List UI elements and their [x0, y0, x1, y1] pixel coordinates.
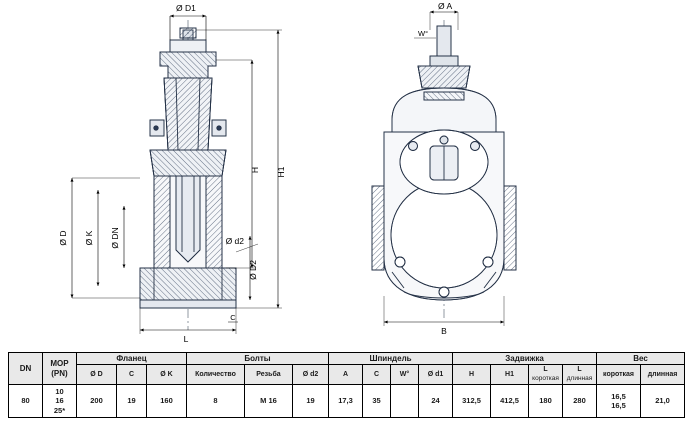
th-valve-l-long — [563, 365, 597, 385]
dim-label-l: L — [183, 334, 189, 344]
th-bolts-count: Количество — [187, 365, 245, 385]
th-mop — [43, 353, 77, 385]
cell-flange-d: 200 — [77, 385, 117, 418]
cell-bolts-thread: M 16 — [245, 385, 293, 418]
th-weight: Вес — [597, 353, 685, 365]
th-dn: DN — [9, 353, 43, 385]
cell-mop-1: 10 — [55, 387, 64, 396]
th-bolts: Болты — [187, 353, 329, 365]
th-spindle-c: C — [363, 365, 391, 385]
th-flange-k: Ø K — [147, 365, 187, 385]
cell-weight-long: 21,0 — [641, 385, 685, 418]
dim-label-d2-small: Ø d2 — [225, 236, 244, 246]
cell-spindle-a: 17,3 — [329, 385, 363, 418]
dim-label-h1: H1 — [276, 166, 286, 178]
cell-mop-3: 25* — [53, 405, 66, 415]
th-spindle-d1: Ø d1 — [419, 365, 453, 385]
dim-label-c: C — [230, 313, 236, 322]
dim-label-h: H — [250, 166, 260, 174]
th-mop-line2: (PN) — [51, 368, 68, 378]
th-valve-l-long-l: L — [577, 366, 582, 374]
th-valve-h: H — [453, 365, 491, 385]
dim-label-d1: Ø D1 — [176, 3, 196, 13]
cell-weight-short-1: 16,5 — [611, 391, 626, 401]
th-weight-short: короткая — [597, 365, 641, 385]
dim-label-d2-big: Ø D2 — [248, 260, 258, 280]
table-row — [9, 385, 685, 418]
dim-label-a: Ø A — [438, 1, 453, 11]
cell-valve-h1: 412,5 — [491, 385, 529, 418]
cell-dn: 80 — [9, 385, 43, 418]
th-weight-long: длинная — [641, 365, 685, 385]
th-bolts-thread: Резьба — [245, 365, 293, 385]
th-spindle-w: W° — [391, 365, 419, 385]
th-flange: Фланец — [77, 353, 187, 365]
cell-spindle-c: 35 — [363, 385, 391, 418]
cell-weight-short — [597, 385, 641, 418]
cell-mop — [43, 385, 77, 418]
cell-weight-short-2: 16,5 — [611, 401, 626, 411]
cell-bolts-d2: 19 — [293, 385, 329, 418]
cell-bolts-count: 8 — [187, 385, 245, 418]
th-valve-h1: H1 — [491, 365, 529, 385]
th-valve: Задвижка — [453, 353, 597, 365]
dim-label-b: B — [441, 326, 447, 336]
cell-valve-h: 312,5 — [453, 385, 491, 418]
th-flange-c: C — [117, 365, 147, 385]
table-subheader-row — [9, 365, 685, 385]
th-mop-line1: MOP — [50, 358, 69, 368]
th-spindle-a: A — [329, 365, 363, 385]
th-flange-d: Ø D — [77, 365, 117, 385]
cell-flange-k: 160 — [147, 385, 187, 418]
th-valve-l-short-word: короткая — [532, 374, 559, 382]
dim-label-d: Ø D — [58, 230, 68, 246]
dim-label-k: Ø K — [84, 230, 94, 246]
specification-table-wrap — [8, 352, 678, 418]
th-spindle: Шпиндель — [329, 353, 453, 365]
table-header-group-row — [9, 353, 685, 365]
cell-mop-2: 16 — [55, 396, 64, 406]
dim-label-dn: Ø DN — [110, 227, 120, 249]
cell-valve-l-long: 280 — [563, 385, 597, 418]
cell-valve-l-short: 180 — [529, 385, 563, 418]
th-valve-l-long-word: длинная — [566, 374, 593, 382]
cell-spindle-d1: 24 — [419, 385, 453, 418]
dim-label-w: W° — [418, 29, 429, 38]
th-valve-l-short — [529, 365, 563, 385]
cell-spindle-w — [391, 385, 419, 418]
specification-table — [8, 352, 685, 418]
th-valve-l-short-l: L — [543, 366, 548, 374]
cell-flange-c: 19 — [117, 385, 147, 418]
th-bolts-d2: Ø d2 — [293, 365, 329, 385]
